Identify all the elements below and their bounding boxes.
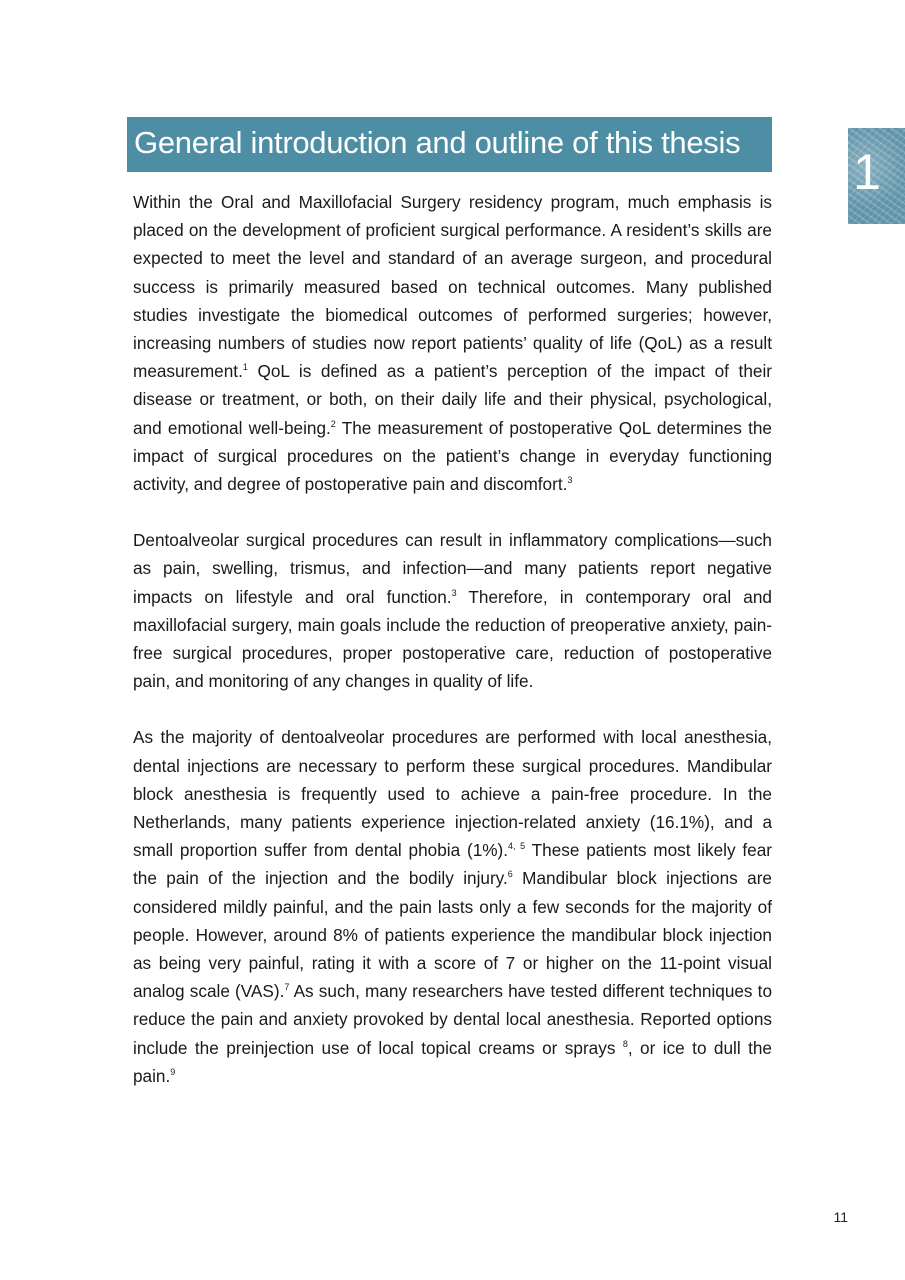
citation-marker: 3 [451,587,457,598]
paragraph-text: These patients most likely fear the pain of the injection and the bodily injury. [133,840,772,889]
citation-marker: 7 [284,982,290,993]
citation-marker: 4, 5 [508,841,526,852]
paragraph [133,188,772,498]
paragraph-text: QoL is defined as a patient’s perception of the impact of their disease or treatment, or both, on their daily life and their physical, psychological, and emotional well-being. [133,361,772,438]
paragraph-text: The measurement of postoperative QoL determines the impact of surgical procedures on the patient’s change in everyday functioning activity, and degree of postoperative pain and discomfort. [133,417,772,495]
paragraph-text: As the majority of dentoalveolar procedures are performed with local anesthesia, dental injections are necessary to perform these surgical procedures. Mandibular block anesthesia is frequently used to achieve a pain-free procedure. In the Netherlands, many patients experience injection-related anxiety (16.1%), and a small proportion suffer from dental phobia (1%). [133,727,772,861]
paragraph [133,723,772,1090]
citation-marker: 1 [242,362,248,373]
chapter-title-bar [127,117,772,172]
citation-marker: 8 [622,1038,628,1049]
citation-marker: 9 [170,1066,176,1077]
paragraph-text: Mandibular block injections are considered mildly painful, and the pain lasts only a few seconds for the majority of people. However, around 8% of patients experience the mandibular block injection as being very painful, rating it with a score of 7 or higher on the 11-point visual analog scale (VAS). [133,868,772,1002]
paragraph-text: Dentoalveolar surgical procedures can result in inflammatory complications—such as pain, swelling, trismus, and infection—and many patients report negative impacts on lifestyle and oral function. [133,530,772,607]
body-text [133,188,772,1118]
citation-marker: 6 [507,869,513,880]
paragraph [133,526,772,695]
page-number: 11 [833,1209,848,1225]
paragraph-text: , or ice to dull the pain. [133,1037,772,1086]
chapter-tab [848,128,905,224]
paragraph-text: Therefore, in contemporary oral and maxillofacial surgery, main goals include the reduction of preoperative anxiety, pain-free surgical procedures, proper postoperative care, reduction of postoperative pain, and monitoring of any changes in quality of life. [133,586,772,692]
chapter-number: 1 [853,144,881,200]
citation-marker: 3 [567,475,573,486]
paragraph-text: Within the Oral and Maxillofacial Surgery residency program, much emphasis is placed on the development of proficient surgical performance. A resident’s skills are expected to meet the level and standard of an average surgeon, and procedural success is primarily measured based on technical outcomes. Many published studies investigate the biomedical outcomes of performed surgeries; however, increasing numbers of studies now report patients’ quality of life (QoL) as a result measurement. [133,192,772,382]
citation-marker: 2 [330,418,336,429]
paragraph-text: As such, many researchers have tested different techniques to reduce the pain and anxiety provoked by dental local anesthesia. Reported options include the preinjection use of local topical creams or sprays [133,981,773,1058]
chapter-title: General introduction and outline of this thesis [134,125,741,160]
